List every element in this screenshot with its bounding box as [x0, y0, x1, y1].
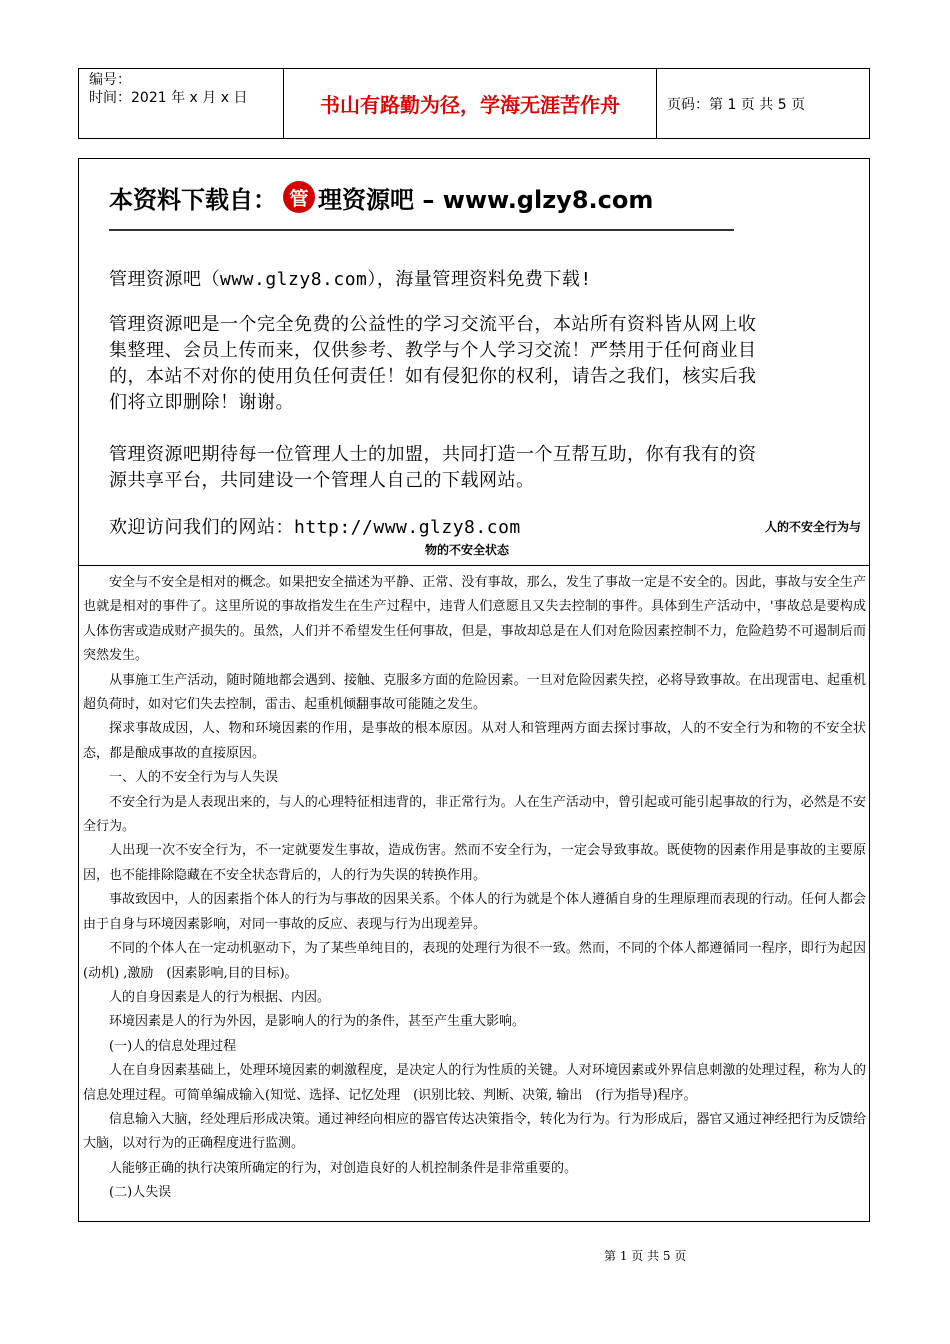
paragraph: 人的自身因素是人的行为根据、内因。 — [109, 989, 331, 1005]
banner-website-line[interactable]: 欢迎访问我们的网站：http://www.glzy8.com — [109, 517, 521, 538]
document-title-part-2: 物的不安全状态 — [425, 543, 510, 557]
page-footer: 第 1 页 共 5 页 — [604, 1249, 687, 1263]
banner-title-prefix: 本资料下载自： — [109, 185, 277, 214]
header-motto: 书山有路勤为径，学海无涯苦作舟 — [284, 69, 657, 138]
header-page-info: 页码：第 1 页 共 5 页 — [667, 96, 806, 113]
paragraph: 信息输入大脑，经处理后形成决策。通过神经向相应的器官传达决策指令，转化为行为。行为形成后，器官又通过神经把行为反馈给大脑，以对行为的正确程度进行监测。 — [83, 1111, 866, 1152]
paragraph: 不安全行为是人表现出来的，与人的心理特征相违背的，非正常行为。人在生产活动中，曾引起或可能引起事故的行为，必然是不安全行为。 — [83, 794, 866, 835]
paragraph: 人在自身因素基础上，处理环境因素的刺激程度，是决定人的行为性质的关键。人对环境因素或外界信息刺激的处理过程，称为人的信息处理过程。可简单编成输入(知觉、选择、记忆处理 (识别比较、判断、决策, 输出 (行为指导)程序。 — [83, 1063, 866, 1103]
paragraph: 人出现一次不安全行为，不一定就要发生事故，造成伤害。然而不安全行为，一定会导致事故。既使物的因素作用是事故的主要原因，也不能排除隐藏在不安全状态背后的，人的行为失误的转换作用。 — [83, 843, 866, 883]
download-banner — [109, 177, 769, 538]
time-label: 时间：2021 年 x 月 x 日 — [89, 90, 248, 106]
paragraph: 安全与不安全是相对的概念。如果把安全描述为平静、正常、没有事故，那么，发生了事故一定是不安全的。因此，事故与安全生产也就是相对的事件了。这里所说的事故指发生在生产过程中，违背人们意愿且又失去控制的事件。具体到生产活动中，'事故总是要构成人体伤害或造成财产损失的。虽然，人们并不希望发生任何事故，但是，事故却总是在人们对危险因素控制不力，危险趋势不可遏制后而突然发生。 — [83, 575, 866, 664]
number-label: 编号： — [89, 72, 131, 88]
section-heading: 一、人的不安全行为与人失误 — [109, 770, 279, 786]
section-divider — [79, 565, 869, 566]
paragraph: 从事施工生产活动，随时随地都会遇到、接触、克服多方面的危险因素。一旦对危险因素失控，必将导致事故。在出现雷电、起重机超负荷时，如对它们失去控制，雷击、起重机倾翻事故可能随之发生。 — [83, 672, 866, 713]
page-header — [78, 68, 870, 139]
subsection-heading: (一)人的信息处理过程 — [109, 1038, 237, 1054]
site-logo-icon: 管 — [283, 181, 315, 213]
header-meta — [79, 69, 284, 138]
paragraph: 探求事故成因，人、物和环境因素的作用，是事故的根本原因。从对人和管理两方面去探讨事故，人的不安全行为和物的不安全状态，都是酿成事故的直接原因。 — [83, 721, 866, 761]
paragraph: 不同的个体人在一定动机驱动下，为了某些单纯目的，表现的处理行为很不一致。然而，不同的个体人都遵循同一程序，即行为起因 (动机) ,激励 (因素影响,目的目标)。 — [83, 941, 880, 981]
banner-paragraph-3: 管理资源吧期待每一位管理人士的加盟，共同打造一个互帮互助，你有我有的资源共享平台，共同建设一个管理人自己的下载网站。 — [109, 444, 757, 491]
subsection-heading: (二)人失误 — [109, 1185, 172, 1201]
banner-title — [109, 177, 769, 217]
banner-title-suffix: 理资源吧 – www.glzy8.com — [318, 185, 654, 214]
article-body — [83, 571, 880, 1206]
paragraph: 事故致因中，人的因素指个体人的行为与事故的因果关系。个体人的行为就是个体人遵循自身的生理原理而表现的行动。任何人都会由于自身与环境因素影响，对同一事故的反应、表现与行为出现差异。 — [83, 892, 866, 932]
banner-line-1: 管理资源吧（www.glzy8.com），海量管理资料免费下载! — [109, 269, 592, 290]
banner-paragraph-2: 管理资源吧是一个完全免费的公益性的学习交流平台，本站所有资料皆从网上收集整理、会员上传而来，仅供参考、教学与个人学习交流！严禁用于任何商业目的，本站不对你的使用负任何责任！如有侵犯你的权利，请告之我们，核实后我们将立即删除！谢谢。 — [109, 314, 757, 413]
content-frame — [78, 158, 880, 1222]
banner-rule — [109, 229, 734, 231]
paragraph: 人能够正确的执行决策所确定的行为，对创造良好的人机控制条件是非常重要的。 — [109, 1160, 578, 1176]
document-title-part-1: 人的不安全行为与 — [764, 520, 861, 534]
paragraph: 环境因素是人的行为外因，是影响人的行为的条件，甚至产生重大影响。 — [109, 1014, 526, 1030]
